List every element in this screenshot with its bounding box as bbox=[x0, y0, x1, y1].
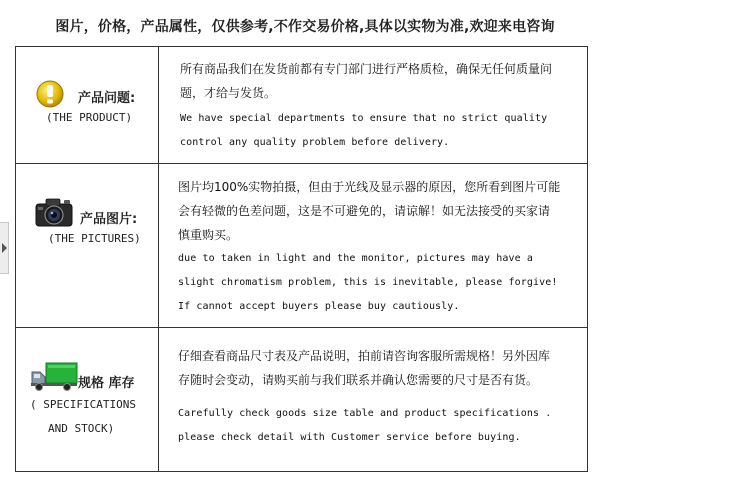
specifications-heading-en-1: ( SPECIFICATIONS bbox=[30, 398, 136, 411]
product-line-zh-2: 题，才给与发货。 bbox=[180, 86, 277, 100]
product-line-en-2: control any quality problem before delivery. bbox=[180, 137, 450, 148]
pictures-line-zh-2: 会有轻微的色差问题，这是不可避免的，请谅解！如无法接受的买家请 bbox=[178, 204, 551, 218]
specifications-heading-cell bbox=[16, 328, 159, 471]
product-line-zh-1: 所有商品我们在发货前都有专门部门进行严格质检，确保无任何质量问 bbox=[180, 62, 553, 76]
specifications-line-zh-2: 存随时会变动，请购买前与我们联系并确认您需要的尺寸是否有货。 bbox=[178, 373, 539, 387]
exclamation-icon bbox=[36, 80, 64, 108]
pictures-line-en-3: If cannot accept buyers please buy cautiously. bbox=[178, 301, 460, 312]
notice-table bbox=[15, 46, 588, 472]
page-title: 图片，价格，产品属性，仅供参考,不作交易价格,具体以实物为准,欢迎来电咨询 bbox=[55, 19, 555, 35]
pictures-heading-en: (THE PICTURES) bbox=[48, 232, 141, 245]
specifications-notice-row bbox=[16, 328, 587, 471]
specifications-line-en-2: please check detail with Customer service before buying. bbox=[178, 432, 521, 443]
product-heading-zh: 产品问题: bbox=[78, 91, 136, 106]
pictures-line-en-1: due to taken in light and the monitor, pictures may have a bbox=[178, 253, 533, 264]
pictures-text-cell bbox=[159, 164, 587, 327]
side-expand-tab[interactable] bbox=[0, 222, 9, 274]
pictures-heading-cell bbox=[16, 164, 159, 327]
product-heading-cell bbox=[16, 47, 159, 163]
pictures-line-zh-3: 慎重购买。 bbox=[178, 228, 239, 242]
pictures-heading-zh: 产品图片: bbox=[80, 212, 138, 227]
pictures-notice-row bbox=[16, 164, 587, 328]
specifications-heading-zh: 规格 库存 bbox=[78, 376, 135, 391]
pictures-line-zh-1: 图片均100%实物拍摄，但由于光线及显示器的原因，您所看到图片可能 bbox=[178, 180, 561, 194]
pictures-line-en-2: slight chromatism problem, this is inevitable, please forgive! bbox=[178, 277, 558, 288]
specifications-heading-en-2: AND STOCK) bbox=[48, 422, 115, 435]
specifications-line-en-1: Carefully check goods size table and product specifications . bbox=[178, 408, 552, 419]
truck-icon bbox=[30, 362, 78, 392]
specifications-line-zh-1: 仔细查看商品尺寸表及产品说明，拍前请咨询客服所需规格！另外因库 bbox=[178, 349, 551, 363]
chevron-right-icon bbox=[2, 243, 7, 253]
product-text-cell bbox=[159, 47, 587, 163]
product-notice-row bbox=[16, 47, 587, 164]
camera-icon bbox=[34, 196, 74, 228]
product-line-en-1: We have special departments to ensure that no strict quality bbox=[180, 113, 548, 124]
specifications-text-cell bbox=[159, 328, 587, 471]
product-heading-en: (THE PRODUCT) bbox=[46, 111, 133, 124]
